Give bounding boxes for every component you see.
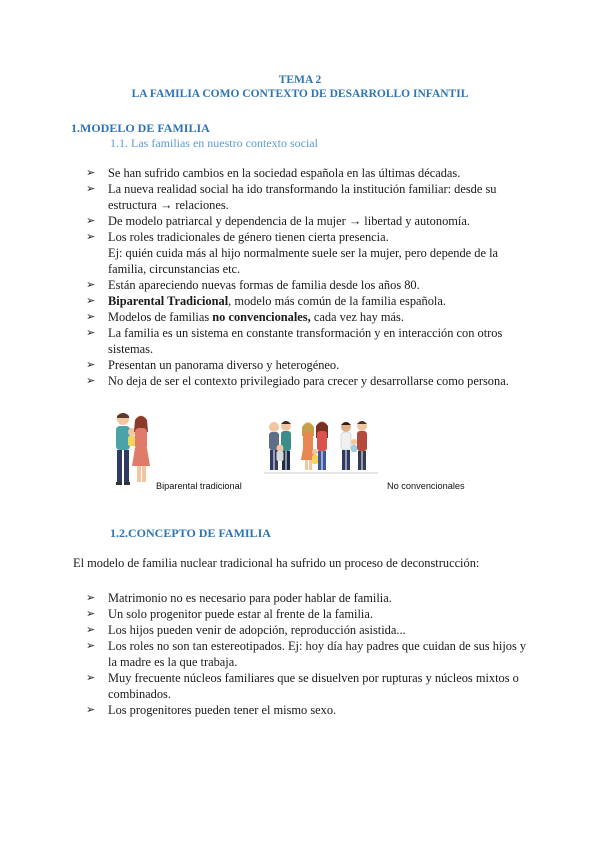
list-item: [86, 309, 531, 325]
list-item: [86, 165, 531, 181]
list-item: [86, 357, 531, 373]
caption-no-convencionales: No convencionales: [387, 481, 465, 491]
bullet-text: Los roles no son tan estereotipados. Ej: hoy día hay padres que cuidan de sus hijos y la madre es la que trabaja.: [108, 639, 527, 669]
arrowhead-bullet-icon: ➢: [86, 327, 96, 339]
bullet-text-bold: no convencionales,: [212, 310, 311, 324]
arrowhead-bullet-icon: ➢: [86, 231, 96, 243]
non-conventional-families-illustration: [264, 418, 378, 483]
bullet-text: La familia es un sistema en constante transformación y en interacción con otros sistemas.: [108, 326, 503, 356]
list-item: [86, 325, 531, 357]
bullet-text: , modelo más común de la familia española.: [228, 294, 446, 308]
bullet-text: Están apareciendo nuevas formas de familia desde los años 80.: [108, 278, 420, 292]
arrowhead-bullet-icon: ➢: [86, 311, 96, 323]
arrowhead-bullet-icon: ➢: [86, 624, 96, 636]
bullet-text-bold: Biparental Tradicional: [108, 294, 229, 308]
bullet-list-familias: [86, 165, 531, 389]
bullet-list-concepto: [86, 590, 531, 718]
arrowhead-bullet-icon: ➢: [86, 167, 96, 179]
arrowhead-bullet-icon: ➢: [86, 215, 96, 227]
bullet-text: Los roles tradicionales de género tienen cierta presencia.: [108, 230, 389, 244]
bullet-text: No deja de ser el contexto privilegiado para crecer y desarrollarse como persona.: [108, 374, 509, 388]
tema-subtitle: LA FAMILIA COMO CONTEXTO DE DESARROLLO INFANTIL: [131, 88, 469, 100]
list-item: [86, 181, 531, 213]
list-item: [86, 622, 531, 638]
bullet-text: Un solo progenitor puede estar al frente de la familia.: [108, 607, 373, 621]
arrowhead-bullet-icon: ➢: [86, 359, 96, 371]
bullet-text: Los progenitores pueden tener el mismo sexo.: [108, 703, 337, 717]
arrowhead-bullet-icon: ➢: [86, 592, 96, 604]
bullet-text: La nueva realidad social ha ido transformando la institución familiar: desde su estructura → relaciones.: [108, 182, 497, 212]
bullet-text: cada vez hay más.: [310, 310, 404, 324]
arrowhead-bullet-icon: ➢: [86, 183, 96, 195]
list-item: [86, 373, 531, 389]
bullet-text: De modelo patriarcal y dependencia de la mujer → libertad y autonomía.: [108, 214, 470, 228]
list-item: [86, 702, 531, 718]
bullet-text: Presentan un panorama diverso y heterogéneo.: [108, 358, 340, 372]
caption-biparental: Biparental tradicional: [156, 481, 242, 491]
arrowhead-bullet-icon: ➢: [86, 295, 96, 307]
arrowhead-bullet-icon: ➢: [86, 375, 96, 387]
list-item: [86, 638, 531, 670]
list-item: [86, 277, 531, 293]
arrowhead-bullet-icon: ➢: [86, 640, 96, 652]
tema-title: TEMA 2: [278, 74, 322, 86]
list-item: [86, 213, 531, 229]
arrowhead-bullet-icon: ➢: [86, 704, 96, 716]
list-item: [86, 590, 531, 606]
list-item: [86, 293, 531, 309]
bullet-text: Matrimonio no es necesario para poder hablar de familia.: [108, 591, 392, 605]
section-heading-concepto: 1.2.CONCEPTO DE FAMILIA: [110, 526, 271, 540]
arrowhead-bullet-icon: ➢: [86, 672, 96, 684]
bullet-text: Los hijos pueden venir de adopción, reproducción asistida...: [108, 623, 406, 637]
list-item: [86, 670, 531, 702]
bullet-example-text: Ej: quién cuida más al hijo normalmente suele ser la mujer, pero depende de la familia, circunstancias etc.: [108, 246, 499, 276]
section-heading-modelo: 1.MODELO DE FAMILIA: [71, 121, 210, 135]
bullet-text-pre: Modelos de familias: [108, 310, 213, 324]
bullet-text: Muy frecuente núcleos familiares que se disuelven por rupturas y núcleos mixtos o combinados.: [108, 671, 519, 701]
arrowhead-bullet-icon: ➢: [86, 608, 96, 620]
bullet-text: Se han sufrido cambios en la sociedad española en las últimas décadas.: [108, 166, 461, 180]
arrowhead-bullet-icon: ➢: [86, 279, 96, 291]
concepto-intro-paragraph: El modelo de familia nuclear tradicional ha sufrido un proceso de deconstrucción:: [73, 556, 480, 570]
list-item: [86, 229, 531, 277]
subsection-heading-familias: 1.1. Las familias en nuestro contexto social: [110, 136, 318, 150]
traditional-family-illustration: [108, 410, 156, 495]
list-item: [86, 606, 531, 622]
